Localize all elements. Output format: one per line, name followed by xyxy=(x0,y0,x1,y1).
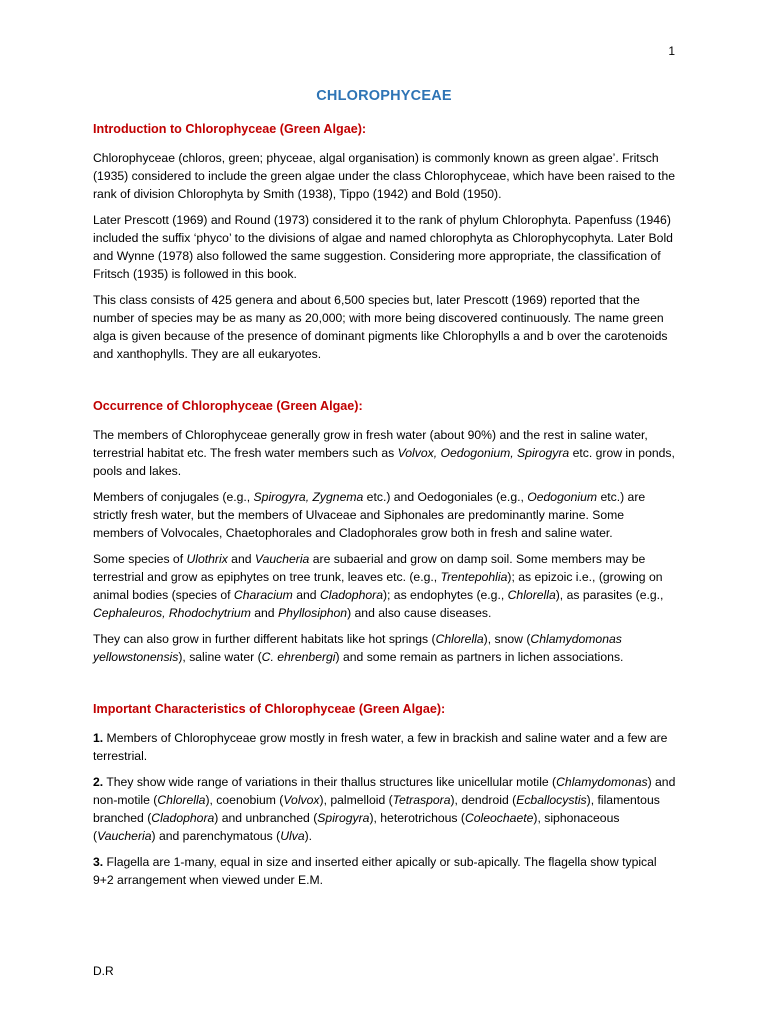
italic-term: C. ehrenbergi xyxy=(261,650,336,664)
italic-term: Trentepohlia xyxy=(440,570,508,584)
italic-term: Volvox xyxy=(283,793,320,807)
italic-term: Vaucheria xyxy=(254,552,310,566)
italic-term: Spirogyra xyxy=(317,811,370,825)
list-item xyxy=(93,853,676,889)
text-run: ), saline water ( xyxy=(178,650,262,664)
list-item xyxy=(93,729,676,765)
document-body xyxy=(93,120,676,897)
text-run: etc.) are strictly fresh water, but the members of Ulvaceae and Siphonales are predominantly marine. Some members of Volvocales, Chaetophorales and Cladophorales grow both in fresh and saline water. xyxy=(93,490,646,540)
italic-term: Chlamydomonas xyxy=(556,775,648,789)
italic-term: Oedogonium xyxy=(527,490,598,504)
italic-term: Cladophora xyxy=(151,811,215,825)
text-run: etc. grow in ponds, pools and lakes. xyxy=(93,446,675,478)
text-run: ) and some remain as partners in lichen associations. xyxy=(335,650,624,664)
text-run: The members of Chlorophyceae generally grow in fresh water (about 90%) and the rest in saline water, terrestrial habitat etc. The fresh water members such as xyxy=(93,428,648,460)
italic-term: Phyllosiphon xyxy=(277,606,348,620)
text-run: ). xyxy=(304,829,313,843)
text-run: etc.) and Oedogoniales (e.g., xyxy=(363,490,528,504)
section-introduction xyxy=(93,120,676,363)
text-run: They show wide range of variations in their thallus structures like unicellular motile ( xyxy=(103,775,557,789)
text-run: and xyxy=(292,588,320,602)
italic-term: Cephaleuros, Rhodochytrium xyxy=(93,606,251,620)
italic-term: Chlamydomonas yellowstonensis xyxy=(93,632,622,664)
italic-term: Chlorella xyxy=(507,588,556,602)
text-run: are subaerial and grow on damp soil. Some members may be terrestrial and grow as epiphytes on tree trunk, leaves etc. (e.g., xyxy=(93,552,646,584)
text-run: ) and parenchymatous ( xyxy=(151,829,281,843)
italic-term: Cladophora xyxy=(319,588,383,602)
text-run: and xyxy=(227,552,255,566)
section-heading: Occurrence of Chlorophyceae (Green Algae): xyxy=(93,399,363,413)
italic-term: Ecballocystis xyxy=(516,793,587,807)
italic-term: Ulothrix xyxy=(186,552,228,566)
item-number: 3. xyxy=(93,855,104,869)
text-run: They can also grow in further different habitats like hot springs ( xyxy=(93,632,436,646)
text-run: ), filamentous branched ( xyxy=(93,793,660,825)
text-run: Chlorophyceae (chloros, green; phyceae, algal organisation) is commonly known as green algae’. Fritsch (1935) considered to include the green algae under the class Chlorophyceae, which have been raised to the rank of division Chlorophyta by Smith (1938), Tippo (1942) and Bold (1950). xyxy=(93,151,675,201)
section-occurrence xyxy=(93,397,676,666)
text-run: This class consists of 425 genera and about 6,500 species but, later Prescott (1969) reported that the number of species may be as many as 20,000; with more being discovered continuously. The name green alga is given because of the presence of dominant pigments like Chlorophylls a and b over the carotenoids and xanthophylls. They are all eukaryotes. xyxy=(93,293,668,361)
text-run: Members of Chlorophyceae grow mostly in fresh water, a few in brackish and saline water and a few are terrestrial. xyxy=(93,731,668,763)
text-run: ), as parasites (e.g., xyxy=(555,588,664,602)
paragraph xyxy=(93,291,676,363)
text-run: ), palmelloid ( xyxy=(319,793,393,807)
italic-term: Ulva xyxy=(280,829,305,843)
text-run: ), heterotrichous ( xyxy=(369,811,465,825)
italic-term: Chlorella xyxy=(157,793,206,807)
list-item xyxy=(93,773,676,845)
text-run: ), siphonaceous ( xyxy=(93,811,620,843)
section-heading: Important Characteristics of Chlorophyceae (Green Algae): xyxy=(93,702,446,716)
paragraph xyxy=(93,149,676,203)
paragraph xyxy=(93,426,676,480)
text-run: Later Prescott (1969) and Round (1973) considered it to the rank of phylum Chlorophyta. Papenfuss (1946) included the suffix ‘phyco’ to the divisions of algae and named chlorophyta as Chlorophycophyta. Later Bold and Wynne (1978) also followed the same suggestion. Considering more appropriate, the classification of Fritsch (1935) is followed in this book. xyxy=(93,213,673,281)
paragraph xyxy=(93,488,676,542)
section-characteristics xyxy=(93,700,676,889)
italic-term: Characium xyxy=(233,588,293,602)
text-run: ) and unbranched ( xyxy=(214,811,318,825)
text-run: ), coenobium ( xyxy=(205,793,284,807)
italic-term: Vaucheria xyxy=(97,829,152,843)
italic-term: Chlorella xyxy=(435,632,484,646)
text-run: ); as epizoic i.e., (growing on animal bodies (species of xyxy=(93,570,663,602)
text-run: ); as endophytes (e.g., xyxy=(382,588,508,602)
page-number: 1 xyxy=(668,44,675,58)
text-run: ) and non-motile ( xyxy=(93,775,676,807)
item-number: 2. xyxy=(93,775,104,789)
page-title: CHLOROPHYCEAE xyxy=(316,88,452,104)
text-run: and xyxy=(250,606,278,620)
item-number: 1. xyxy=(93,731,104,745)
paragraph xyxy=(93,550,676,622)
italic-term: Volvox, Oedogonium, Spirogyra xyxy=(397,446,570,460)
text-run: Members of conjugales (e.g., xyxy=(93,490,254,504)
italic-term: Tetraspora xyxy=(392,793,451,807)
section-heading: Introduction to Chlorophyceae (Green Algae): xyxy=(93,122,367,136)
italic-term: Coleochaete xyxy=(464,811,534,825)
footer-initials: D.R xyxy=(93,964,114,978)
text-run: ), dendroid ( xyxy=(450,793,517,807)
italic-term: Spirogyra, Zygnema xyxy=(253,490,364,504)
paragraph xyxy=(93,630,676,666)
paragraph xyxy=(93,211,676,283)
text-run: ), snow ( xyxy=(483,632,531,646)
text-run: ) and also cause diseases. xyxy=(347,606,492,620)
text-run: Some species of xyxy=(93,552,187,566)
text-run: Flagella are 1-many, equal in size and inserted either apically or sub-apically. The flagella show typical 9+2 arrangement when viewed under E.M. xyxy=(93,855,657,887)
